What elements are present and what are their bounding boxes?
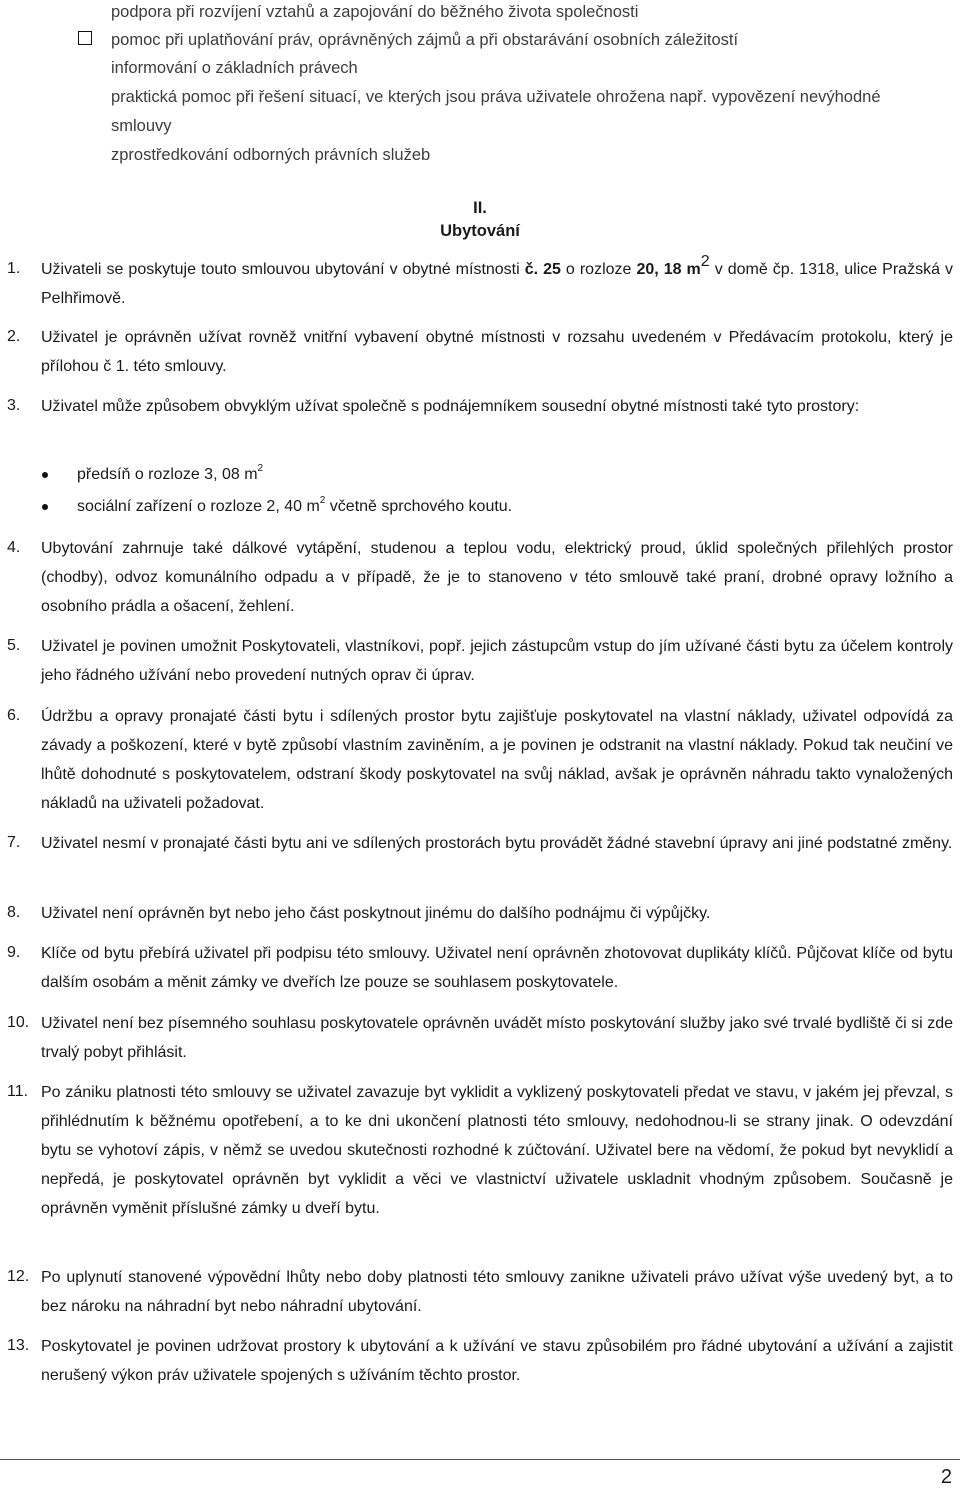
paragraph-11: Po zániku platnosti této smlouvy se uživatel zavazuje byt vyklidit a vyklizený poskytovateli předat ve stavu, v jakém jej převzal, s přihlédnutím k běžnému opotřebení, a to ke dni ukončení platnosti této smlouvy, nedohodnou-li se strany jinak. O odevzdání bytu se vyhotoví zápis, v němž se uvedou skutečnosti rozhodné k zúčtování. Uživatel bere na vědomí, že pokud byt nevyklidí a nepředá, je poskytovatel oprávněn byt vyklidit a věci ve vlastnictví uživatele uskladnit vhodným způsobem. Současně je oprávněn vyměnit příslušné zámky u dveří bytu. [41,1084,953,1217]
service-item: zprostředkování odborných právních služeb [111,146,431,164]
service-item: informování o základních právech [111,59,358,77]
paragraph-3: Uživatel může způsobem obvyklým užívat společně s podnájemníkem sousední obytné místnosti také tyto prostory: [41,398,860,415]
item-number: 12. [7,1268,30,1285]
page-number: 2 [940,1466,952,1488]
item-number: 6. [7,707,21,724]
item-number: 8. [7,904,21,921]
item-number: 1. [7,260,21,277]
section-number: II. [473,199,487,217]
item-number: 11. [7,1083,29,1100]
paragraph-10: Uživatel není bez písemného souhlasu poskytovatele oprávněn uvádět místo poskytování služby jako své trvalé bydliště či si zde trvalý pobyt přihlásit. [41,1015,953,1061]
bullet-icon [42,472,48,478]
item-number: 9. [7,944,21,961]
paragraph-1: Uživateli se poskytuje touto smlouvou ubytování v obytné místnosti č. 25 o rozloze 20, 18 $m^2$ v domě čp. 1318, ulice Pražská v Pelhřimově. [41,253,953,307]
section-title: Ubytování [440,222,520,240]
paragraph-2: Uživatel je oprávněn užívat rovněž vnitřní vybavení obytné místnosti v rozsahu uvedeném v Předávacím protokolu, který je přílohou č 1. této smlouvy. [41,329,953,375]
paragraph-9: Klíče od bytu přebírá uživatel při podpisu této smlouvy. Uživatel není oprávněn zhotovovat duplikáty klíčů. Půjčovat klíče od bytu dalším osobám a měnit zámky ve dveřích lze pouze se souhlasem poskytovatele. [41,945,953,991]
paragraph-12: Po uplynutí stanovené výpovědní lhůty nebo doby platnosti této smlouvy zanikne uživateli právo užívat výše uvedený byt, a to bez nároku na náhradní byt nebo náhradní ubytování. [41,1269,953,1315]
service-item: pomoc při uplatňování práv, oprávněných zájmů a při obstarávání osobních záležitostí [111,31,739,49]
item-number: 13. [7,1337,30,1354]
paragraph-13: Poskytovatel je povinen udržovat prostory k ubytování a k užívání ve stavu způsobilém pro řádné ubytování a užívání a zajistit nerušený výkon práv uživatele spojených s užíváním těchto prostor. [41,1338,953,1384]
paragraph-4: Ubytování zahrnuje také dálkové vytápění, studenou a teplou vodu, elektrický proud, úklid společných přilehlých prostor (chodby), odvoz komunálního odpadu a v případě, že je to stanoveno v této smlouvě také praní, drobné opravy ložního a osobního prádla a ošacení, žehlení. [41,540,953,615]
bullet-item: sociální zařízení o rozloze 2, 40 $m^2$ včetně sprchového koutu. [77,495,513,515]
paragraph-8: Uživatel není oprávněn byt nebo jeho část poskytnout jinému do dalšího podnájmu či výpůjčky. [41,905,711,922]
bullet-icon [42,504,48,510]
service-item: smlouvy [111,117,172,135]
footer-divider [0,1459,960,1460]
item-number: 4. [7,539,21,556]
paragraph-6: Údržbu a opravy pronajaté části bytu i sdílených prostor bytu zajišťuje poskytovatel na vlastní náklady, uživatel odpovídá za závady a poškození, které v bytě způsobí vlastním zaviněním, a je povinen je odstranit na vlastní náklady. Pokud tak neučiní ve lhůtě dohodnuté s poskytovatelem, odstraní škody poskytovatel na svůj náklad, avšak je oprávněn náhradu takto vynaložených nákladů na uživateli požadovat. [41,708,953,812]
item-number: 5. [7,637,21,654]
checkbox-icon[interactable] [78,31,92,45]
item-number: 10. [7,1014,30,1031]
paragraph-5: Uživatel je povinen umožnit Poskytovateli, vlastníkovi, popř. jejich zástupcům vstup do jím užívané části bytu za účelem kontroly jeho řádného užívání nebo provedení nutných oprav či úprav. [41,638,953,684]
item-number: 7. [7,834,21,851]
service-item: podpora při rozvíjení vztahů a zapojování do běžného života společnosti [111,3,639,21]
service-item: praktická pomoc při řešení situací, ve kterých jsou práva uživatele ohrožena např. vypovězení nevýhodné [111,88,881,106]
item-number: 3. [7,397,21,414]
item-number: 2. [7,328,21,345]
bullet-item: předsíň o rozloze 3, 08 $m^2$ [77,463,264,483]
paragraph-7: Uživatel nesmí v pronajaté části bytu ani ve sdílených prostorách bytu provádět žádné stavební úpravy ani jiné podstatné změny. [41,835,953,852]
